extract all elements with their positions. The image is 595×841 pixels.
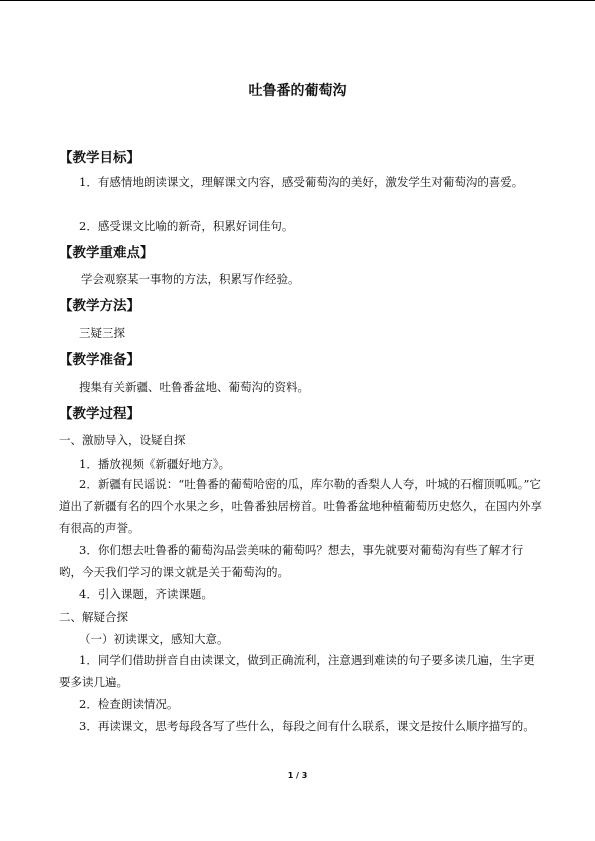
method-text: 三疑三探 [79,326,125,340]
process-item-2: 2．新疆有民谣说：“吐鲁番的葡萄哈密的瓜，库尔勒的香梨人人夸，叶城的石榴顶呱呱。”它道出了新疆有名的四个水果之乡，吐鲁番独居榜首。吐鲁番盆地种植葡萄历史悠久，在国内外享有很高的声誉。 [59,477,542,535]
process-part2-title: 二、解疑合探 [59,610,128,624]
process-q-2: 2．检查朗读情况。 [79,697,179,711]
heading-key-points: 【教学重难点】 [59,245,154,261]
heading-teaching-method: 【教学方法】 [59,298,140,314]
process-item-4: 4．引入课题，齐读课题。 [79,587,213,601]
process-q-3: 3．再读课文，思考每段各写了些什么，每段之间有什么联系，课文是按什么顺序描写的。 [79,719,535,733]
process-q-1: 1．同学们借助拼音自由读课文，做到正确流利，注意遇到难读的句子要多读几遍，生字更要多读几遍。 [59,653,535,689]
process-sub-1: （一）初读课文，感知大意。 [79,632,229,646]
process-part1-title: 一、激励导入，设疑自探 [59,433,186,447]
goal-item-2: 2．感受课文比喻的新奇，积累好词佳句。 [79,219,294,233]
header-rule [0,0,595,1]
goal-item-1: 1．有感情地朗读课文，理解课文内容，感受葡萄沟的美好，激发学生对葡萄沟的喜爱。 [79,175,524,189]
heading-preparation: 【教学准备】 [59,352,140,368]
page-title: 吐鲁番的葡萄沟 [248,83,347,99]
key-points-text: 学会观察某一事物的方法，积累写作经验。 [81,272,300,286]
page-number: 1 / 3 [287,771,308,780]
heading-teaching-process: 【教学过程】 [59,406,140,422]
preparation-text: 搜集有关新疆、吐鲁番盆地、葡萄沟的资料。 [79,380,309,394]
process-item-1: 1．播放视频《新疆好地方》。 [79,457,231,471]
heading-teaching-goals: 【教学目标】 [59,150,140,166]
process-item-3: 3．你们想去吐鲁番的葡萄沟品尝美味的葡萄吗？想去，事先就要对葡萄沟有些了解才行哟，今天我们学习的课文就是关于葡萄沟的。 [59,543,524,579]
